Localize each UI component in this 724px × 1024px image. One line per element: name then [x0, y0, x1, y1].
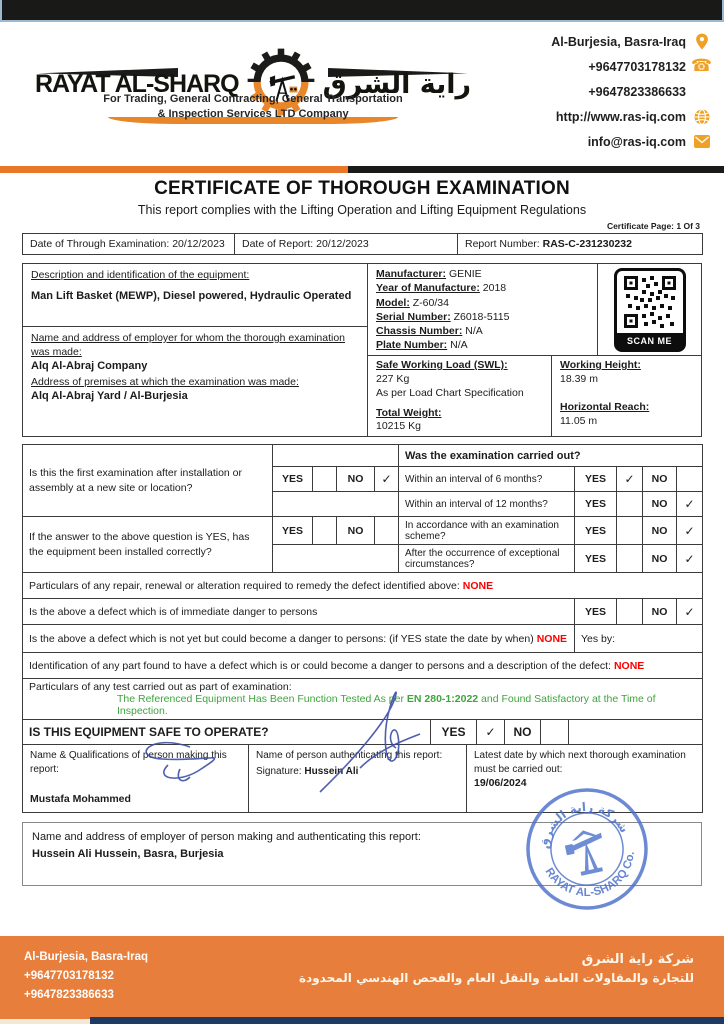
exceptional-question: After the occurrence of exceptional circumstances? — [399, 545, 575, 573]
report-number-value: RAS-C-231230232 — [542, 238, 632, 250]
exam-date-cell: Date of Through Examination: 20/12/2023 — [23, 234, 235, 255]
swl-cell — [368, 356, 552, 436]
divider-orange-segment — [0, 166, 348, 173]
company-tagline — [38, 92, 468, 122]
q1-no-checkbox[interactable]: ✓ — [375, 467, 399, 492]
stamp-text-ar: شركة راية الشرق — [537, 799, 632, 850]
contact-block — [505, 26, 724, 164]
immediate-yes-checkbox[interactable] — [617, 599, 643, 625]
footer-tagline-ar: للتجارة والمقاولات العامة والنقل العام والفحص الهندسي المحدودة — [298, 970, 694, 985]
manufacturer-section — [368, 264, 701, 356]
scheme-yes-label: YES — [575, 517, 617, 545]
interval12-no-checkbox[interactable]: ✓ — [677, 492, 703, 517]
field-value: Z6018-5115 — [453, 310, 510, 323]
exceptional-yes-checkbox[interactable] — [617, 545, 643, 573]
immediate-danger-question: Is the above a defect which is of immediate danger to persons — [23, 599, 575, 625]
company-logo — [0, 26, 505, 164]
field-value: GENIE — [448, 268, 482, 280]
footer-phone2: +9647823386633 — [24, 988, 114, 1001]
interval12-no-label: NO — [643, 492, 677, 517]
employer-value: Hussein Ali Hussein, Basra, Burjesia — [32, 847, 224, 860]
interval12-question: Within an interval of 12 months? — [399, 492, 575, 517]
field-label: Serial Number: — [376, 310, 451, 323]
field-label: Year of Manufacture: — [376, 282, 480, 295]
working-height-value: 18.39 m — [560, 372, 598, 385]
swl-label: Safe Working Load (SWL): — [376, 359, 508, 371]
interval6-no-checkbox[interactable] — [677, 467, 703, 492]
working-height-label: Working Height: — [560, 359, 641, 371]
dimensions-cell — [552, 356, 701, 436]
interval6-yes-label: YES — [575, 467, 617, 492]
field-label: Model: — [376, 296, 410, 309]
company-stamp — [512, 774, 661, 923]
company-name-ar: راية الشرق — [322, 69, 472, 100]
safe-yes-checkbox[interactable]: ✓ — [477, 720, 505, 745]
total-weight-label: Total Weight: — [376, 406, 442, 419]
q2-yes-label: YES — [273, 517, 313, 545]
exam-table-b — [22, 516, 703, 573]
future-danger-question — [23, 625, 575, 653]
employer-label: Name and address of employer of person making and authenticating this report: — [32, 831, 421, 843]
stamp-pump-icon — [563, 827, 609, 878]
immediate-no-checkbox[interactable]: ✓ — [677, 599, 703, 625]
q2-yes-checkbox[interactable] — [313, 517, 337, 545]
scheme-question: In accordance with an examination scheme? — [399, 517, 575, 545]
exceptional-yes-label: YES — [575, 545, 617, 573]
carried-out-header: Was the examination carried out? — [399, 445, 703, 467]
contact-phone2 — [505, 82, 710, 101]
maker-name: Mustafa Mohammed — [30, 793, 131, 805]
field-value: N/A — [465, 325, 483, 338]
safe-yes-label: YES — [431, 720, 477, 745]
globe-icon — [693, 108, 710, 125]
footer-contact — [0, 936, 148, 1019]
bottom-navy-bar — [90, 1017, 724, 1024]
page-subtitle: This report complies with the Lifting Operation and Lifting Equipment Regulations — [137, 203, 587, 217]
stamp-text-en: RAYAT AL-SHARQ Co. — [542, 851, 637, 900]
logo-row — [34, 34, 472, 126]
employer-premises-section — [23, 327, 367, 436]
footer-arabic — [299, 936, 724, 1019]
q2-no-label: NO — [337, 517, 375, 545]
q1-yes-checkbox[interactable] — [313, 467, 337, 492]
repair-text: Particulars of any repair, renewal or alteration required to remedy the defect identified above: — [29, 579, 460, 592]
authenticator-cell — [249, 745, 467, 813]
equipment-description-value: Man Lift Basket (MEWP), Diesel powered, Hydraulic Operated — [31, 290, 352, 303]
defect-identification-row — [23, 653, 703, 679]
next-exam-date: 19/06/2024 — [474, 777, 527, 789]
certificate-page-number: Certificate Page: 1 Of 3 — [606, 221, 700, 231]
equipment-left-column — [22, 263, 368, 437]
interval6-question: Within an interval of 6 months? — [399, 467, 575, 492]
plate-row — [376, 338, 589, 352]
swl-note: As per Load Chart Specification — [376, 386, 524, 399]
next-exam-label: Latest date by which next thorough examination must be carried out: — [474, 750, 686, 775]
qr-pattern — [624, 276, 676, 328]
report-number-label: Report Number: — [465, 238, 540, 250]
safe-no-checkbox[interactable] — [541, 720, 569, 745]
qr-code — [614, 268, 686, 352]
header — [0, 26, 724, 164]
authenticator-name: Hussein Ali — [304, 765, 359, 777]
total-weight-value: 10215 Kg — [376, 420, 421, 433]
header-divider — [0, 166, 724, 173]
report-maker-cell — [23, 745, 249, 813]
test-detail-post: and Found Satisfactory at the Time of Inspection. — [117, 693, 656, 717]
q1-yes-label: YES — [273, 467, 313, 492]
maker-label: Name & Qualifications of person making this report: — [30, 750, 227, 775]
field-label: Chassis Number: — [376, 325, 463, 338]
serial-row — [376, 310, 589, 324]
future-danger-value: NONE — [536, 632, 568, 645]
phone2-text: +9647823386633 — [588, 84, 686, 99]
top-bar — [0, 0, 724, 22]
year-row — [376, 281, 589, 295]
scheme-no-label: NO — [643, 517, 677, 545]
dates-table — [22, 233, 703, 255]
chassis-row — [376, 324, 589, 338]
first-exam-question: Is this the first examination after installation or assembly at a new site or location? — [23, 445, 273, 517]
premises-value: Alq Al-Abraj Yard / Al-Burjesia — [31, 389, 188, 402]
contact-address — [505, 32, 710, 51]
manufacturer-row — [376, 267, 589, 281]
empty-cell — [273, 492, 399, 517]
defect-identification-value: NONE — [613, 659, 645, 672]
empty-cell — [569, 720, 703, 745]
installed-correctly-question: If the answer to the above question is YES, has the equipment been installed correctly? — [23, 517, 273, 573]
test-detail-pre: The Referenced Equipment Has Been Function Tested As per — [117, 693, 404, 705]
field-label: Manufacturer: — [376, 268, 447, 280]
test-particulars-label: Particulars of any test carried out as part of examination: — [29, 681, 292, 693]
immediate-no-label: NO — [643, 599, 677, 625]
exceptional-no-label: NO — [643, 545, 677, 573]
defects-table — [22, 572, 703, 720]
horizontal-reach-value: 11.05 m — [560, 414, 598, 427]
tagline-line2: & Inspection Services LTD Company — [157, 108, 349, 121]
safe-to-operate-question: IS THIS EQUIPMENT SAFE TO OPERATE? — [23, 720, 431, 745]
envelope-icon — [693, 133, 710, 150]
exam-table-a — [22, 444, 703, 517]
interval6-yes-checkbox[interactable]: ✓ — [617, 467, 643, 492]
report-date-cell: Date of Report: 20/12/2023 — [235, 234, 458, 255]
equipment-block — [22, 263, 702, 437]
scheme-no-checkbox[interactable]: ✓ — [677, 517, 703, 545]
footer-phone1: +9647703178132 — [24, 969, 114, 982]
equipment-description-section — [23, 264, 367, 327]
q2-no-checkbox[interactable] — [375, 517, 399, 545]
report-number-cell — [458, 234, 703, 255]
manufacturer-fields — [368, 264, 598, 355]
phone2-spacer — [693, 83, 710, 100]
email-link[interactable]: info@ras-iq.com — [587, 134, 686, 149]
address-text: Al-Burjesia, Basra-Iraq — [551, 34, 686, 49]
immediate-yes-label: YES — [575, 599, 617, 625]
equipment-description-label: Description and identification of the equipment: — [31, 269, 250, 281]
future-danger-text: Is the above a defect which is not yet but could become a danger to persons: (if YES state the date by when) — [29, 632, 534, 645]
signature-prefix: Signature: — [256, 765, 302, 777]
empty-cell — [273, 545, 399, 573]
weights-section — [368, 356, 701, 436]
website-link[interactable]: http://www.ras-iq.com — [555, 109, 686, 124]
contact-website — [505, 107, 710, 126]
q1-no-label: NO — [337, 467, 375, 492]
tagline-line1: For Trading, General Contracting, General Transportation — [103, 93, 403, 106]
empty-cell — [273, 445, 399, 467]
footer — [0, 936, 724, 1019]
location-pin-icon — [693, 33, 710, 50]
employer-for-label: Name and address of employer for whom the thorough examination was made: — [31, 332, 346, 359]
interval12-yes-checkbox[interactable] — [617, 492, 643, 517]
company-name-en: RAYAT AL-SHARQ — [34, 70, 239, 98]
exceptional-no-checkbox[interactable]: ✓ — [677, 545, 703, 573]
scheme-yes-checkbox[interactable] — [617, 517, 643, 545]
footer-address: Al-Burjesia, Basra-Iraq — [24, 951, 148, 963]
title-block — [0, 178, 724, 217]
contact-email — [505, 132, 710, 151]
interval12-yes-label: YES — [575, 492, 617, 517]
page-title: CERTIFICATE OF THOROUGH EXAMINATION — [154, 178, 570, 199]
yes-by-cell: Yes by: — [575, 625, 703, 653]
phone-icon: ☎ — [690, 56, 713, 76]
test-particulars-detail — [29, 693, 696, 717]
swl-value: 227 Kg — [376, 372, 410, 385]
interval6-no-label: NO — [643, 467, 677, 492]
field-label: Plate Number: — [376, 339, 448, 352]
repair-value: NONE — [462, 579, 494, 592]
field-value: N/A — [450, 339, 468, 352]
equipment-right-column — [367, 263, 702, 437]
model-row — [376, 296, 589, 310]
field-value: 2018 — [482, 282, 507, 295]
field-value: Z-60/34 — [412, 296, 449, 309]
footer-company-ar: شركة راية الشرق — [581, 952, 694, 967]
qr-zone — [598, 264, 701, 355]
divider-black-segment — [348, 166, 724, 173]
contact-phone1 — [505, 56, 713, 76]
authenticator-label: Name of person authenticating this report: — [256, 750, 443, 761]
test-standard: EN 280-1:2022 — [406, 693, 479, 705]
safe-to-operate-table — [22, 719, 703, 745]
defect-identification-text: Identification of any part found to have a defect which is or could become a danger to persons and a description of the defect: — [29, 659, 611, 672]
test-particulars-row — [23, 679, 703, 720]
premises-label: Address of premises at which the examination was made: — [31, 375, 299, 388]
horizontal-reach-label: Horizontal Reach: — [560, 400, 650, 413]
repair-particulars-row — [23, 573, 703, 599]
safe-no-label: NO — [505, 720, 541, 745]
phone1-text: +9647703178132 — [588, 59, 686, 74]
employer-for-value: Alq Al-Abraj Company — [31, 360, 148, 373]
scan-me-label: SCAN ME — [626, 335, 672, 346]
